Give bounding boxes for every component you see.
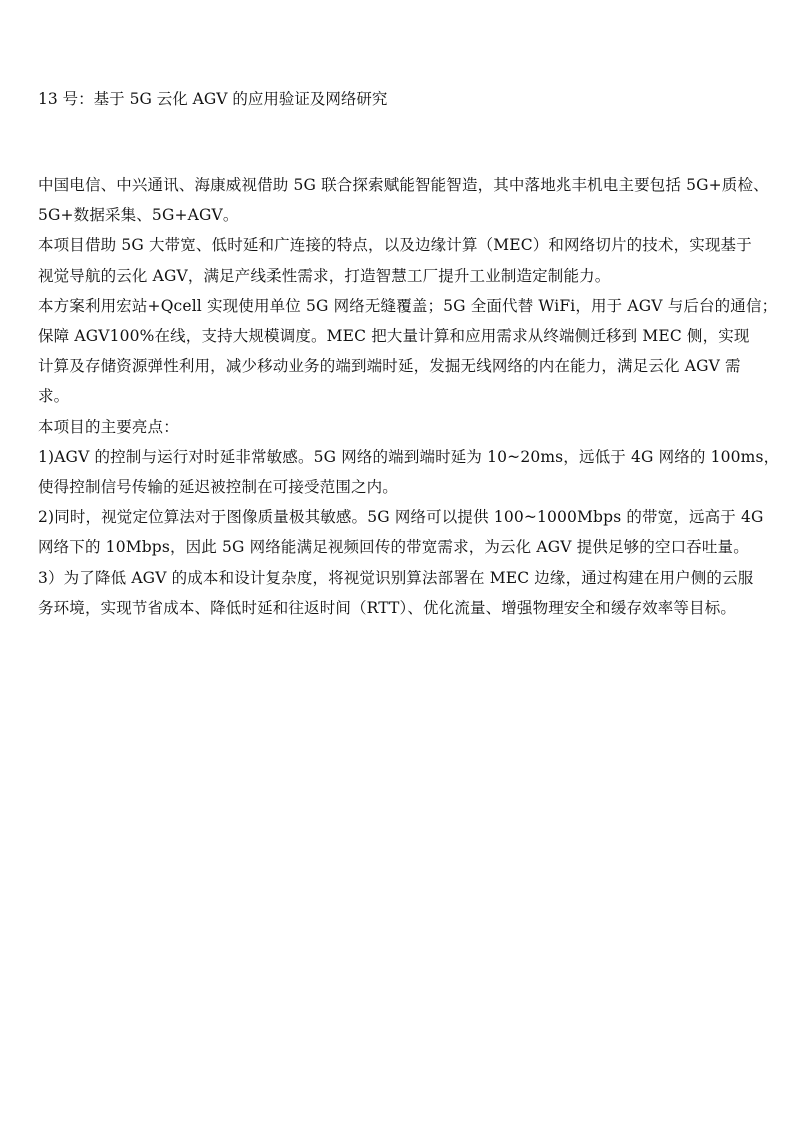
text-line: 1)AGV 的控制与运行对时延非常敏感。5G 网络的端到端时延为 10~20ms，远低于 4G 网络的 100ms， bbox=[38, 447, 780, 466]
paragraph-highlight-3 bbox=[38, 563, 766, 623]
text-line: 3）为了降低 AGV 的成本和设计复杂度，将视觉识别算法部署在 MEC 边缘，通过构建在用户侧的云服 bbox=[38, 568, 754, 587]
text-line: 本项目的主要亮点： bbox=[38, 417, 179, 436]
text-line: 视觉导航的云化 AGV，满足产线柔性需求，打造智慧工厂提升工业制造定制能力。 bbox=[38, 266, 611, 285]
paragraph-highlight-1 bbox=[38, 442, 780, 502]
text-line: 2)同时，视觉定位算法对于图像质量极其敏感。5G 网络可以提供 100~1000Mbps 的带宽，远高于 4G bbox=[38, 508, 764, 527]
text-line: 本方案利用宏站+Qcell 实现使用单位 5G 网络无缝覆盖；5G 全面代替 WiFi，用于 AGV 与后台的通信； bbox=[38, 296, 778, 315]
text-line: 求。 bbox=[38, 387, 70, 406]
paragraph-project-overview bbox=[38, 230, 766, 290]
paragraph-solution bbox=[38, 291, 778, 412]
text-line: 中国电信、中兴通讯、海康威视借助 5G 联合探索赋能智能智造，其中落地兆丰机电主要包括 5G+质检、 bbox=[38, 176, 769, 194]
text-line: 保障 AGV100%在线，支持大规模调度。MEC 把大量计算和应用需求从终端侧迁移到 MEC 侧，实现 bbox=[38, 327, 750, 346]
document-title: 13 号：基于 5G 云化 AGV 的应用验证及网络研究 bbox=[38, 90, 388, 108]
text-line: 本项目借助 5G 大带宽、低时延和广连接的特点，以及边缘计算（MEC）和网络切片的技术，实现基于 bbox=[38, 236, 752, 255]
text-line: 计算及存储资源弹性利用，减少移动业务的端到端时延，发掘无线网络的内在能力，满足云化 AGV 需 bbox=[38, 357, 741, 376]
paragraph-highlights-heading bbox=[38, 412, 766, 442]
paragraph-intro bbox=[38, 170, 769, 230]
text-line: 使得控制信号传输的延迟被控制在可接受范围之内。 bbox=[38, 478, 398, 497]
document-body bbox=[38, 170, 780, 623]
text-line: 网络下的 10Mbps，因此 5G 网络能满足视频回传的带宽需求，为云化 AGV 提供足够的空口吞吐量。 bbox=[38, 538, 749, 557]
text-line: 5G+数据采集、5G+AGV。 bbox=[38, 206, 239, 225]
text-line: 务环境，实现节省成本、降低时延和往返时间（RTT）、优化流量、增强物理安全和缓存效率等目标。 bbox=[38, 598, 737, 617]
paragraph-highlight-2 bbox=[38, 502, 766, 562]
